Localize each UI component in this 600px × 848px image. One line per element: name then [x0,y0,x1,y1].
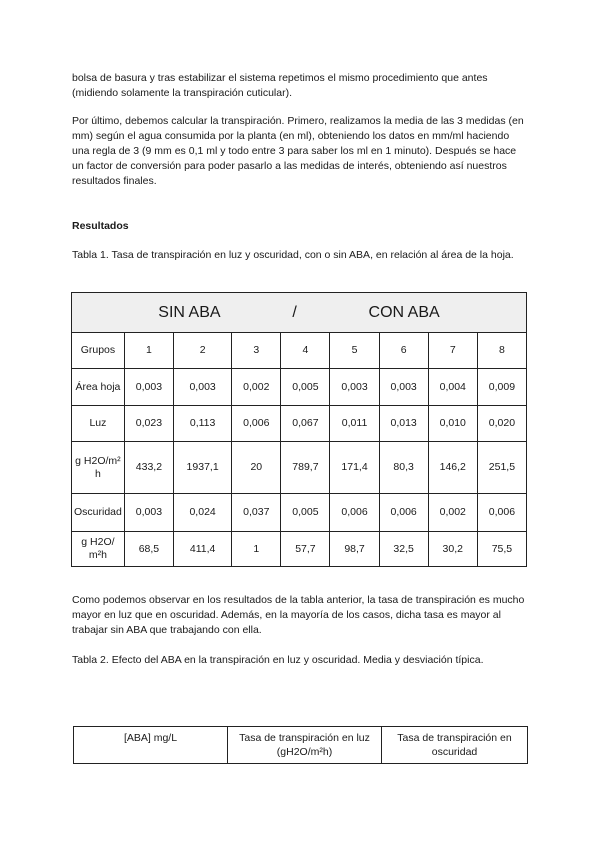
table1 [71,292,527,567]
table-cell: 32,5 [379,532,428,567]
table-cell: 0,004 [428,369,477,406]
table-cell: 7 [428,333,477,369]
table-cell: 0,113 [173,406,231,442]
table-cell: 0,006 [232,406,281,442]
paragraph-continuation: bolsa de basura y tras estabilizar el sistema repetimos el mismo procedimiento que antes (midiendo solamente la transpiración cuticular). [72,72,488,99]
table-cell: 0,009 [477,369,526,406]
paragraph-method: Por último, debemos calcular la transpiración. Primero, realizamos la media de las 3 medidas (en mm) según el agua consumida por la planta (en ml), obteniendo los datos en mm/ml haciendo una regla de 3 (9 mm es 0,1 ml y todo entre 3 para saber los ml en 1 minuto). Después se hace un factor de conversión para poder pasarlo a las medidas de interés, obteniendo así nuestros resultados finales. [72,115,524,187]
table-cell: 0,003 [124,494,173,532]
paragraph-discussion: Como podemos observar en los resultados de la tabla anterior, la tasa de transpiración es mucho mayor en luz que en oscuridad. Además, en la mayoría de los casos, dicha tasa es mayor al trabajar sin ABA que trabajando con ella. [72,594,525,636]
table-cell: 146,2 [428,442,477,494]
table-cell: 5 [330,333,379,369]
table-cell: 789,7 [281,442,330,494]
table2 [73,726,528,764]
table-cell: 3 [232,333,281,369]
table-cell: 0,002 [232,369,281,406]
table-cell: 1937,1 [173,442,231,494]
table-row [72,442,527,494]
table-cell: 0,003 [330,369,379,406]
table-cell: 411,4 [173,532,231,567]
table-cell: 0,011 [330,406,379,442]
table2-header-luz: Tasa de transpiración en luz (gH2O/m²h) [228,727,382,764]
table-cell: 68,5 [124,532,173,567]
table-cell: 80,3 [379,442,428,494]
row-label: Luz [72,406,125,442]
table-cell: 0,037 [232,494,281,532]
table-cell: 6 [379,333,428,369]
row-label: Área hoja [72,369,125,406]
table2-header-aba: [ABA] mg/L [74,727,228,764]
table-cell: 0,006 [379,494,428,532]
table-cell: 433,2 [124,442,173,494]
table-cell: 75,5 [477,532,526,567]
row-label: Oscuridad [72,494,125,532]
table-cell: 0,003 [173,369,231,406]
table-cell: 2 [173,333,231,369]
table-cell: 20 [232,442,281,494]
table1-caption: Tabla 1. Tasa de transpiración en luz y oscuridad, con o sin ABA, en relación al área de la hoja. [72,249,514,261]
table-cell: 1 [124,333,173,369]
table-cell: 0,013 [379,406,428,442]
table-cell: 0,006 [330,494,379,532]
table1-header [72,293,527,333]
table-row [72,532,527,567]
table-cell: 4 [281,333,330,369]
table-cell: 0,067 [281,406,330,442]
table-cell: 0,002 [428,494,477,532]
table-row [72,494,527,532]
table-cell: 30,2 [428,532,477,567]
table-cell: 0,003 [124,369,173,406]
table-cell: 0,006 [477,494,526,532]
table2-header-oscuridad: Tasa de transpiración en oscuridad [382,727,528,764]
table-row [72,406,527,442]
table-cell: 0,005 [281,494,330,532]
table-row [72,333,527,369]
table-cell: 98,7 [330,532,379,567]
table1-header-separator: / [292,304,297,321]
table1-header-left: SIN ABA [158,304,221,321]
table-row [74,727,528,764]
table-cell: 0,005 [281,369,330,406]
table-cell: 8 [477,333,526,369]
table-row [72,369,527,406]
table-cell: 57,7 [281,532,330,567]
table-cell: 171,4 [330,442,379,494]
table-cell: 0,003 [379,369,428,406]
table-cell: 0,010 [428,406,477,442]
table-cell: 1 [232,532,281,567]
row-label: g H2O/m² h [72,442,125,494]
table-cell: 0,023 [124,406,173,442]
table-cell: 0,020 [477,406,526,442]
table-cell: 0,024 [173,494,231,532]
row-label: Grupos [72,333,125,369]
row-label: g H2O/ m²h [72,532,125,567]
results-heading: Resultados [72,220,129,232]
table2-caption: Tabla 2. Efecto del ABA en la transpiración en luz y oscuridad. Media y desviación típica. [72,654,484,666]
table-cell: 251,5 [477,442,526,494]
table1-header-right: CON ABA [368,304,440,321]
